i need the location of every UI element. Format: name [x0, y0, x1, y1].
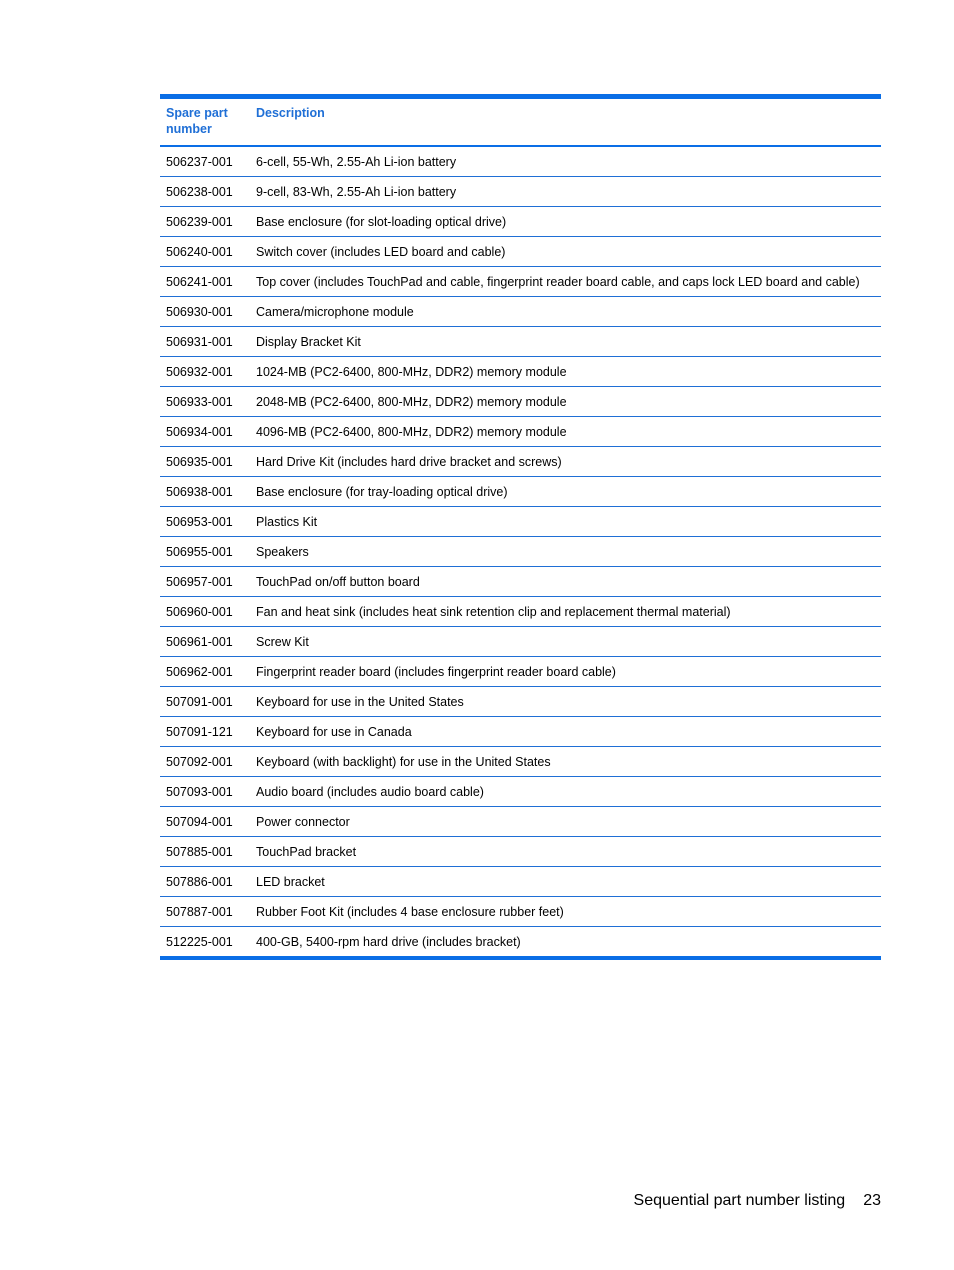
table-body	[160, 146, 881, 958]
description-cell: Keyboard for use in the United States	[255, 687, 881, 717]
description-cell: Switch cover (includes LED board and cable)	[255, 237, 881, 267]
spare-part-number-cell: 507887-001	[160, 897, 255, 927]
spare-part-number-cell: 506237-001	[160, 146, 255, 177]
spare-part-number-cell: 507094-001	[160, 807, 255, 837]
spare-part-number-cell: 507886-001	[160, 867, 255, 897]
page-number: 23	[863, 1192, 881, 1209]
description-cell: TouchPad bracket	[255, 837, 881, 867]
description-cell: Camera/microphone module	[255, 297, 881, 327]
spare-part-number-cell: 506240-001	[160, 237, 255, 267]
spare-part-number-cell: 506934-001	[160, 417, 255, 447]
spare-part-number-cell: 506239-001	[160, 207, 255, 237]
description-cell: Base enclosure (for slot-loading optical drive)	[255, 207, 881, 237]
table-row	[160, 687, 881, 717]
table-row	[160, 357, 881, 387]
table-row	[160, 537, 881, 567]
table-row	[160, 477, 881, 507]
table-row	[160, 777, 881, 807]
table-row	[160, 747, 881, 777]
spare-part-number-cell: 506930-001	[160, 297, 255, 327]
spare-part-number-cell: 507091-121	[160, 717, 255, 747]
description-cell: 400-GB, 5400-rpm hard drive (includes bracket)	[256, 934, 521, 949]
description-cell: Rubber Foot Kit (includes 4 base enclosure rubber feet)	[255, 897, 881, 927]
table-row	[160, 507, 881, 537]
description-cell: Power connector	[255, 807, 881, 837]
description-cell: LED bracket	[255, 867, 881, 897]
table-row	[160, 657, 881, 687]
footer-section-title: Sequential part number listing	[633, 1192, 846, 1209]
description-cell: Speakers	[255, 537, 881, 567]
description-cell: 4096-MB (PC2-6400, 800-MHz, DDR2) memory module	[255, 417, 881, 447]
spare-part-number-cell: 506960-001	[160, 597, 255, 627]
spare-part-number-cell: 506931-001	[160, 327, 255, 357]
description-cell: 2048-MB (PC2-6400, 800-MHz, DDR2) memory module	[255, 387, 881, 417]
spare-part-number-cell: 506932-001	[160, 357, 255, 387]
table-row	[160, 267, 881, 297]
spare-part-number-cell: 512225-001	[166, 934, 233, 949]
spare-part-number-cell: 506953-001	[160, 507, 255, 537]
spare-part-number-cell: 506935-001	[160, 447, 255, 477]
description-cell: Plastics Kit	[255, 507, 881, 537]
description-cell: Keyboard (with backlight) for use in the United States	[255, 747, 881, 777]
table-row	[160, 297, 881, 327]
description-cell: Screw Kit	[255, 627, 881, 657]
spare-part-number-cell: 506961-001	[160, 627, 255, 657]
table-row	[160, 387, 881, 417]
description-cell: Keyboard for use in Canada	[255, 717, 881, 747]
table-row	[160, 146, 881, 177]
table-row	[160, 927, 881, 959]
description-cell: Display Bracket Kit	[255, 327, 881, 357]
spare-part-number-cell: 506938-001	[160, 477, 255, 507]
spare-part-number-cell: 507093-001	[160, 777, 255, 807]
table-row	[160, 327, 881, 357]
table-row	[160, 807, 881, 837]
spare-part-number-cell: 507092-001	[160, 747, 255, 777]
table-header-row	[160, 97, 881, 147]
table-row	[160, 447, 881, 477]
spare-part-number-cell: 506962-001	[160, 657, 255, 687]
table-row	[160, 237, 881, 267]
table-row	[160, 897, 881, 927]
spare-part-number-cell: 506933-001	[160, 387, 255, 417]
table-row	[160, 717, 881, 747]
column-header-spare-part-number: Spare part number	[160, 97, 255, 147]
spare-part-number-cell: 506955-001	[160, 537, 255, 567]
description-cell: Fan and heat sink (includes heat sink retention clip and replacement thermal material)	[255, 597, 881, 627]
table-row	[160, 177, 881, 207]
description-cell: TouchPad on/off button board	[255, 567, 881, 597]
spare-part-number-cell: 506241-001	[160, 267, 255, 297]
description-cell: 1024-MB (PC2-6400, 800-MHz, DDR2) memory module	[255, 357, 881, 387]
spare-parts-table	[160, 94, 881, 960]
description-cell: 6-cell, 55-Wh, 2.55-Ah Li-ion battery	[255, 146, 881, 177]
column-header-description: Description	[255, 97, 881, 147]
table-row	[160, 597, 881, 627]
description-cell: Hard Drive Kit (includes hard drive bracket and screws)	[255, 447, 881, 477]
description-cell: Fingerprint reader board (includes fingerprint reader board cable)	[255, 657, 881, 687]
description-cell: Audio board (includes audio board cable)	[255, 777, 881, 807]
description-cell: Top cover (includes TouchPad and cable, fingerprint reader board cable, and caps lock LED board and cable)	[255, 267, 881, 297]
table-row	[160, 867, 881, 897]
table-row	[160, 417, 881, 447]
table-row	[160, 627, 881, 657]
spare-part-number-cell: 507885-001	[160, 837, 255, 867]
spare-part-number-cell: 506957-001	[160, 567, 255, 597]
spare-part-number-cell: 506238-001	[160, 177, 255, 207]
table-row	[160, 207, 881, 237]
page-footer	[634, 1192, 881, 1210]
table-row	[160, 567, 881, 597]
spare-part-number-cell: 507091-001	[160, 687, 255, 717]
description-cell: 9-cell, 83-Wh, 2.55-Ah Li-ion battery	[255, 177, 881, 207]
description-cell: Base enclosure (for tray-loading optical drive)	[255, 477, 881, 507]
table-row	[160, 837, 881, 867]
